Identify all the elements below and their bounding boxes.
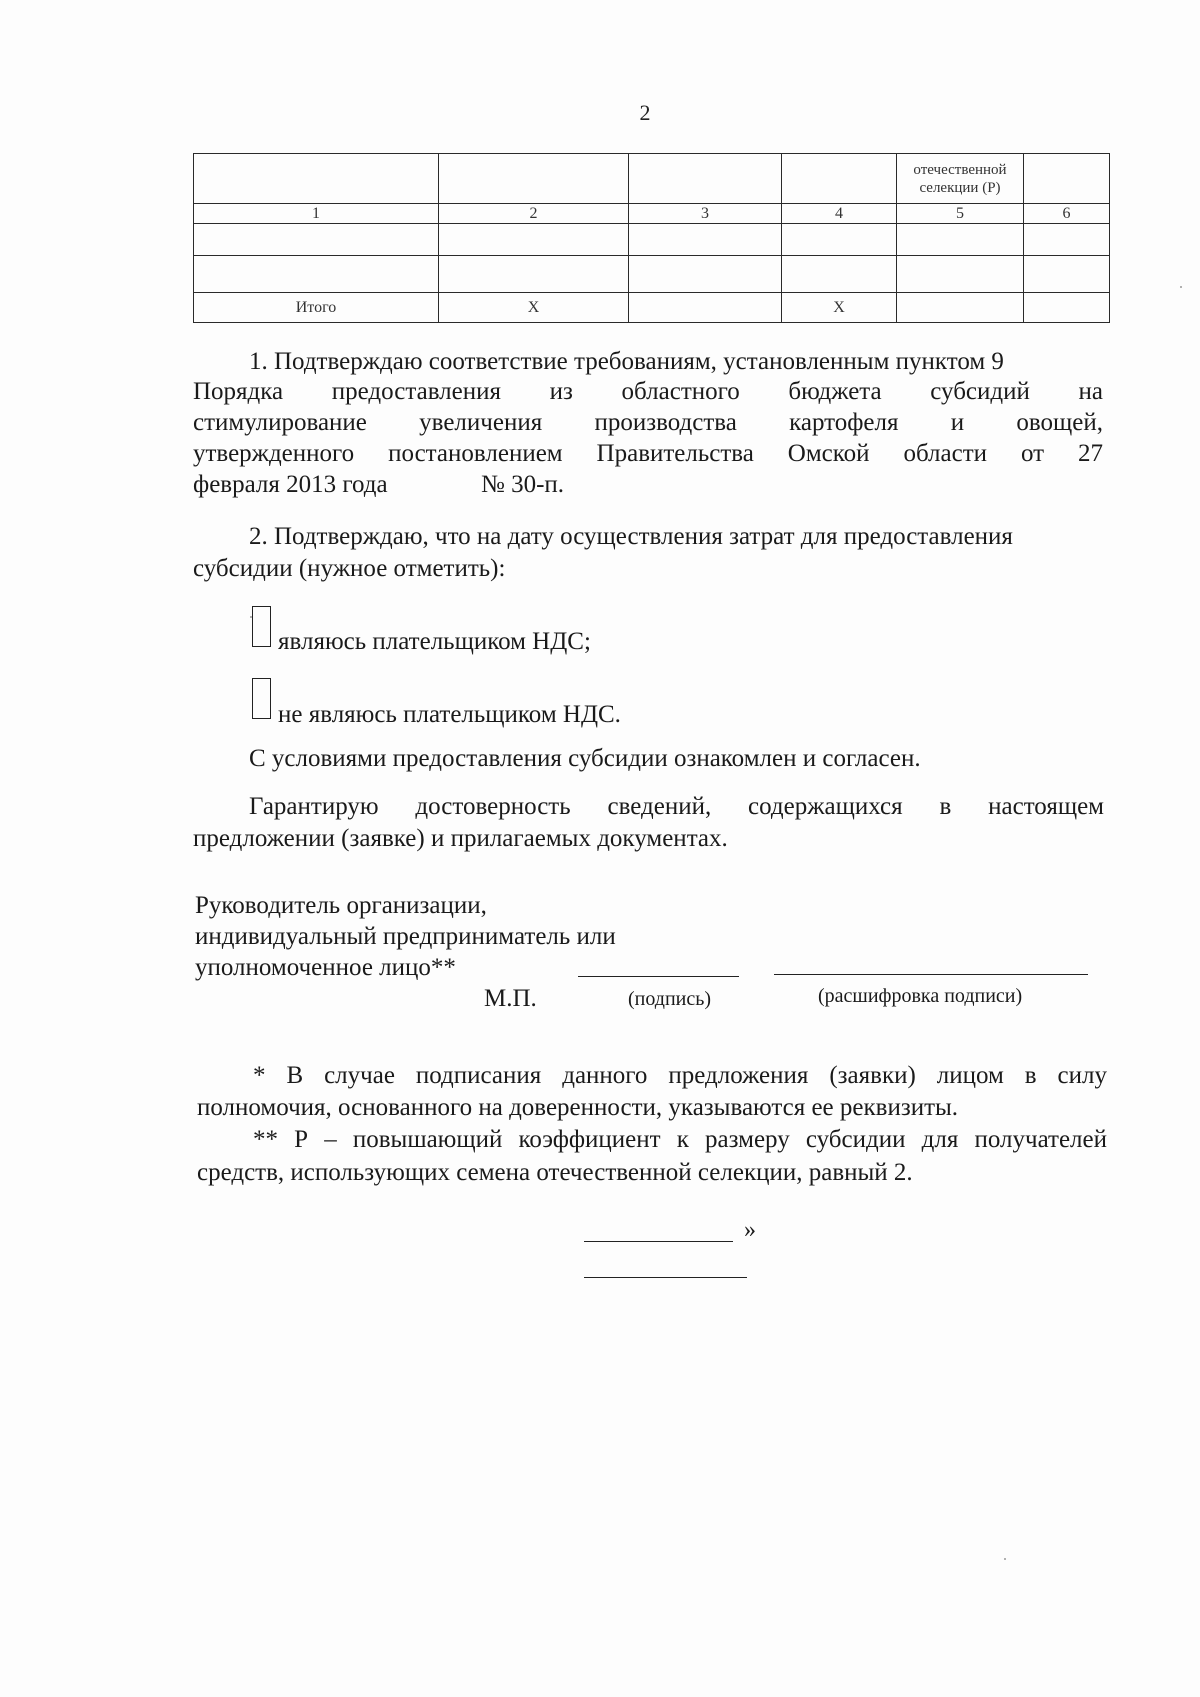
table-cell — [439, 224, 629, 256]
table-header-cell — [1024, 154, 1110, 204]
paragraph-1-line: 1. Подтверждаю соответствие требованиям, установленным пунктом 9 — [249, 348, 1004, 375]
vat-payer-checkbox[interactable] — [252, 606, 271, 647]
scan-speck — [1180, 286, 1182, 288]
table-column-numbers-row — [194, 204, 1110, 224]
column-number: 4 — [782, 204, 897, 224]
table-header-cell — [782, 154, 897, 204]
table-cell — [629, 256, 782, 293]
scan-speck — [250, 616, 252, 618]
table-row — [194, 256, 1110, 293]
table-header-cell — [194, 154, 439, 204]
table-cell — [1024, 256, 1110, 293]
column-number: 2 — [439, 204, 629, 224]
table-header-cell-selection — [897, 154, 1024, 204]
table-total-row — [194, 293, 1110, 323]
paragraph-1-line: февраля 2013 года — [193, 471, 388, 498]
paragraph-1-line: Порядка предоставления из областного бюджета субсидий на — [193, 378, 1103, 405]
guarantee-line: предложении (заявке) и прилагаемых документах. — [193, 825, 728, 852]
total-cell: X — [782, 293, 897, 323]
signature-decoding-line — [774, 974, 1088, 975]
table-cell — [782, 224, 897, 256]
total-cell — [629, 293, 782, 323]
column-number: 5 — [897, 204, 1024, 224]
closing-underline — [584, 1241, 733, 1242]
total-cell — [1024, 293, 1110, 323]
closing-quote-mark: » — [744, 1217, 756, 1243]
table-row — [194, 224, 1110, 256]
footnote-1-line: * В случае подписания данного предложения (заявки) лицом в силу — [253, 1062, 1107, 1089]
table-header-row — [194, 154, 1110, 204]
footnote-2-line: ** Р – повышающий коэффициент к размеру субсидии для получателей — [253, 1126, 1107, 1153]
agreement-text: С условиями предоставления субсидии ознакомлен и согласен. — [249, 745, 921, 772]
guarantee-line: Гарантирую достоверность сведений, содержащихся в настоящем — [249, 793, 1104, 820]
table-cell — [629, 224, 782, 256]
table-cell — [194, 224, 439, 256]
paragraph-2-line: субсидии (нужное отметить): — [193, 555, 506, 582]
column-number: 3 — [629, 204, 782, 224]
column-number: 6 — [1024, 204, 1110, 224]
non-vat-payer-checkbox[interactable] — [252, 678, 271, 719]
signature-decoding-caption: (расшифровка подписи) — [818, 985, 1023, 1007]
paragraph-1-line: № 30-п. — [481, 471, 565, 498]
table-cell — [1024, 224, 1110, 256]
footnote-1-line: полномочия, основанного на доверенности, указываются ее реквизиты. — [197, 1094, 959, 1121]
non-vat-payer-option-label: не являюсь плательщиком НДС. — [278, 701, 621, 728]
column-number: 1 — [194, 204, 439, 224]
footnote-2-line: средств, использующих семена отечественной селекции, равный 2. — [197, 1159, 913, 1186]
signature-caption: (подпись) — [628, 988, 712, 1010]
table-cell — [194, 256, 439, 293]
header-cell-text-line: отечественной — [913, 161, 1007, 178]
subsidy-table — [193, 153, 1110, 323]
table-cell — [897, 256, 1024, 293]
paragraph-1-line: стимулирование увеличения производства картофеля и овощей, — [193, 409, 1103, 436]
vat-payer-option-label: являюсь плательщиком НДС; — [278, 628, 591, 655]
signatory-line: индивидуальный предприниматель или — [195, 923, 616, 950]
total-cell: Итого — [194, 293, 439, 323]
table-cell — [897, 224, 1024, 256]
signatory-line: уполномоченное лицо** — [195, 954, 456, 981]
table-cell — [782, 256, 897, 293]
table-cell — [439, 256, 629, 293]
closing-underline — [584, 1277, 747, 1278]
paragraph-2-line: 2. Подтверждаю, что на дату осуществления затрат для предоставления — [249, 523, 1013, 550]
scan-speck — [1004, 1558, 1006, 1560]
table-header-cell — [629, 154, 782, 204]
signatory-line: Руководитель организации, — [195, 892, 487, 919]
total-cell — [897, 293, 1024, 323]
stamp-place-label: М.П. — [484, 985, 537, 1012]
signature-line — [578, 976, 739, 977]
table-header-cell — [439, 154, 629, 204]
page-number: 2 — [639, 100, 651, 125]
total-cell: X — [439, 293, 629, 323]
header-cell-text-line: селекции (Р) — [919, 179, 1001, 196]
paragraph-1-line: утвержденного постановлением Правительства Омской области от 27 — [193, 440, 1103, 467]
